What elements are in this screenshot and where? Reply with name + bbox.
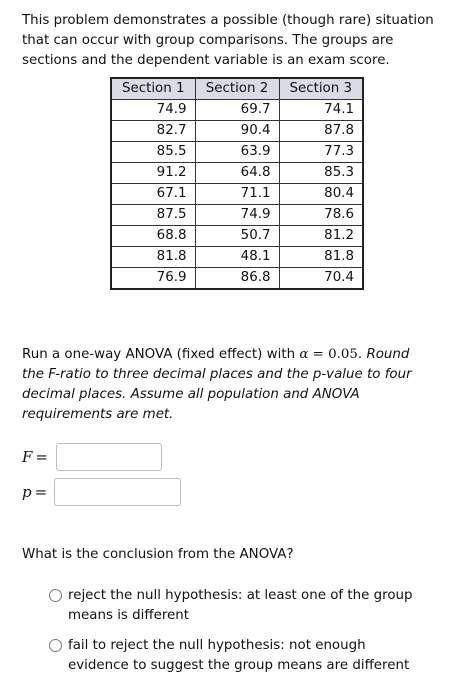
table-cell: 90.4 bbox=[195, 121, 279, 142]
f-ratio-input[interactable] bbox=[56, 443, 162, 471]
table-row bbox=[111, 247, 363, 268]
task-period: . bbox=[357, 347, 367, 362]
table-row bbox=[111, 142, 363, 163]
table-cell: 74.9 bbox=[195, 205, 279, 226]
alpha-equals: = bbox=[308, 347, 329, 362]
exam-score-table bbox=[110, 77, 364, 290]
table-cell: 69.7 bbox=[195, 100, 279, 121]
table-cell: 77.3 bbox=[279, 142, 363, 163]
option-fail-to-reject[interactable] bbox=[49, 636, 428, 676]
column-header: Section 2 bbox=[195, 78, 279, 100]
table-cell: 78.6 bbox=[279, 205, 363, 226]
intro-text: This problem demonstrates a possible (though rare) situation that can occur with group comparisons. The groups are sections and the dependent variable is an exam score. bbox=[22, 13, 434, 68]
table-cell: 71.1 bbox=[195, 184, 279, 205]
table-cell: 87.5 bbox=[111, 205, 195, 226]
table-cell: 70.4 bbox=[279, 268, 363, 290]
table-header-row bbox=[111, 78, 363, 100]
task-instructions bbox=[22, 345, 432, 425]
alpha-symbol: α bbox=[299, 347, 309, 362]
p-value-input[interactable] bbox=[54, 478, 181, 506]
table-row bbox=[111, 226, 363, 247]
table-cell: 63.9 bbox=[195, 142, 279, 163]
table-cell: 85.5 bbox=[111, 142, 195, 163]
table-cell: 64.8 bbox=[195, 163, 279, 184]
table-row bbox=[111, 184, 363, 205]
f-ratio-row bbox=[22, 443, 162, 471]
table-cell: 50.7 bbox=[195, 226, 279, 247]
p-value-label: p = bbox=[22, 483, 48, 501]
table-cell: 80.4 bbox=[279, 184, 363, 205]
table-row bbox=[111, 268, 363, 290]
conclusion-question: What is the conclusion from the ANOVA? bbox=[22, 547, 294, 562]
table-cell: 85.3 bbox=[279, 163, 363, 184]
table-cell: 81.2 bbox=[279, 226, 363, 247]
table-cell: 91.2 bbox=[111, 163, 195, 184]
option-label: fail to reject the null hypothesis: not enough evidence to suggest the group means are different bbox=[68, 638, 410, 673]
option-label: reject the null hypothesis: at least one of the group means is different bbox=[68, 588, 413, 623]
task-prefix: Run a one-way ANOVA (fixed effect) with bbox=[22, 347, 300, 362]
table-row bbox=[111, 205, 363, 226]
option-reject[interactable] bbox=[49, 586, 428, 626]
rounding-instructions: Round the F-ratio to three decimal places and the p-value to four decimal places. Assume all population and ANOVA requirements are met. bbox=[22, 347, 412, 422]
radio-button[interactable] bbox=[49, 589, 62, 602]
alpha-value: 0.05 bbox=[328, 347, 358, 362]
table-cell: 81.8 bbox=[111, 247, 195, 268]
column-header: Section 1 bbox=[111, 78, 195, 100]
table-cell: 74.9 bbox=[111, 100, 195, 121]
table-cell: 87.8 bbox=[279, 121, 363, 142]
table-cell: 82.7 bbox=[111, 121, 195, 142]
table-cell: 81.8 bbox=[279, 247, 363, 268]
table-row bbox=[111, 121, 363, 142]
table-cell: 86.8 bbox=[195, 268, 279, 290]
table-cell: 76.9 bbox=[111, 268, 195, 290]
f-ratio-label: F = bbox=[22, 448, 48, 466]
column-header: Section 3 bbox=[279, 78, 363, 100]
table-cell: 67.1 bbox=[111, 184, 195, 205]
table-row bbox=[111, 100, 363, 121]
radio-button[interactable] bbox=[49, 639, 62, 652]
table-cell: 74.1 bbox=[279, 100, 363, 121]
table-row bbox=[111, 163, 363, 184]
p-value-row bbox=[22, 478, 181, 506]
table-cell: 68.8 bbox=[111, 226, 195, 247]
table-cell: 48.1 bbox=[195, 247, 279, 268]
